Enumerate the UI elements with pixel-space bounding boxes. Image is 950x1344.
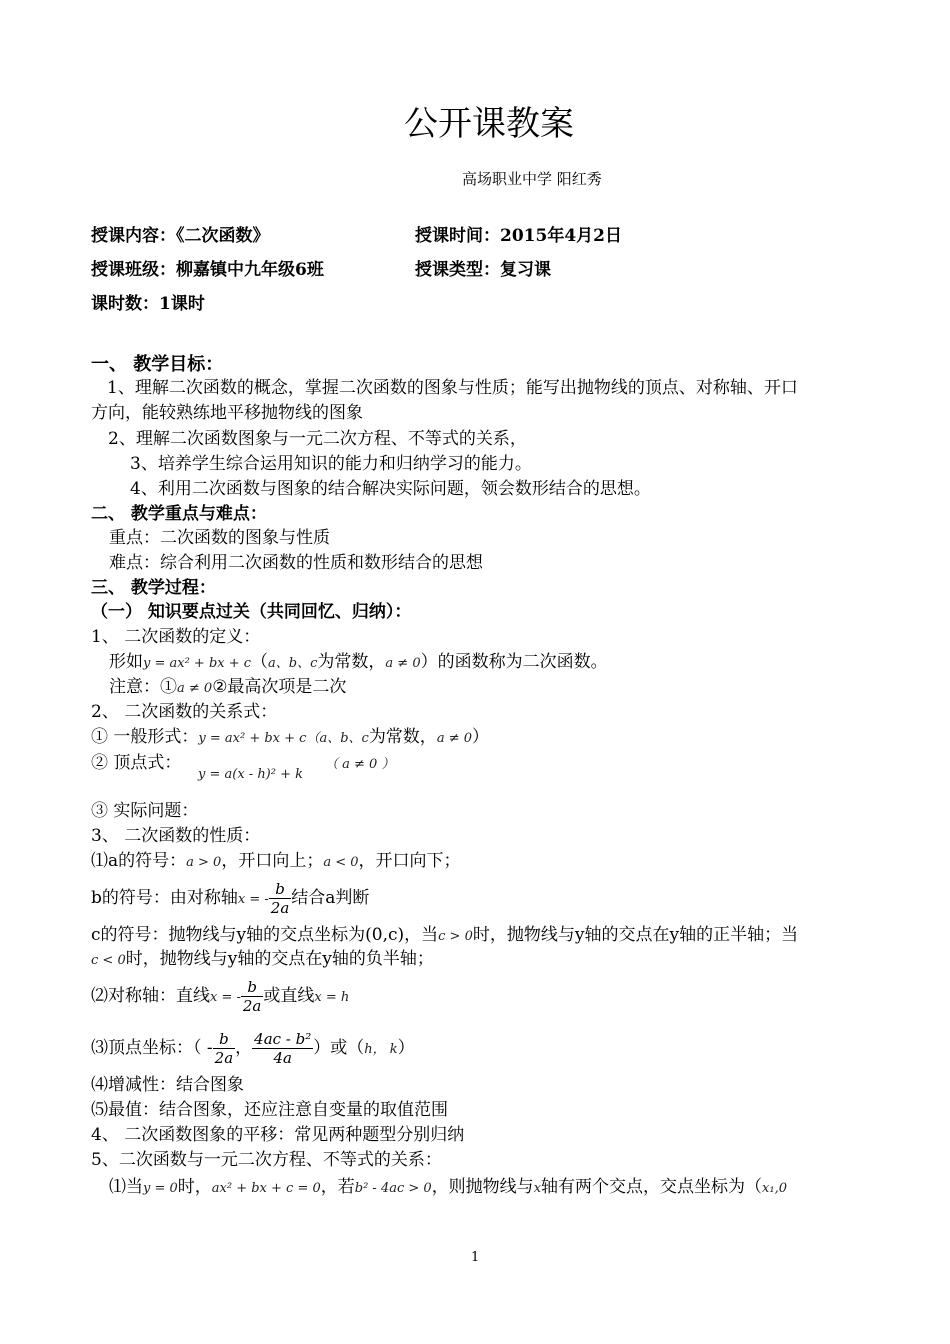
property-a-line xyxy=(91,850,461,874)
general-cond: a ≠ 0 xyxy=(436,731,472,746)
relation-title: 2、 二次函数的关系式： xyxy=(91,702,278,722)
p3-frac1-den: 2a xyxy=(214,1049,234,1067)
goal-item-1: 1、理解二次函数的概念，掌握二次函数的图象与性质；能写出抛物线的顶点、对称轴、开口 xyxy=(107,378,798,398)
info-type: 授课类型：复习课 xyxy=(415,260,551,280)
page-number: 1 xyxy=(471,1250,480,1265)
section3-heading: 三、 教学过程： xyxy=(91,578,216,598)
extremum-line: ⑸最值：结合图象，还应注意自变量的取值范围 xyxy=(91,1100,448,1120)
def-mid: （ xyxy=(251,652,269,672)
def-prefix: 形如 xyxy=(109,652,143,672)
c-line1-end: 时，抛物线与y轴的交点在y轴的正半轴；当 xyxy=(472,925,799,945)
p2-h: x = h xyxy=(314,990,350,1005)
property-title: 3、 二次函数的性质： xyxy=(91,826,261,846)
def-cond: a ≠ 0 xyxy=(385,656,421,671)
page-title: 公开课教案 xyxy=(404,104,574,144)
def-abc: a、b、c xyxy=(268,656,318,671)
goal-item-2: 2、理解二次函数图象与一元二次方程、不等式的关系， xyxy=(108,429,527,449)
p2-prefix: ⑵对称轴：直线 xyxy=(91,986,210,1006)
r1-when: 时， xyxy=(177,1177,212,1197)
p3-fraction-2 xyxy=(252,1030,313,1067)
general-const: 为常数， xyxy=(368,727,437,747)
relation5-title: 5、二次函数与一元二次方程、不等式的关系： xyxy=(91,1150,442,1170)
p3-comma: ， xyxy=(235,1038,253,1058)
axis-of-symmetry-line xyxy=(91,974,349,1020)
note-suffix: ②最高次项是二次 xyxy=(212,677,347,697)
info-content: 授课内容：《二次函数》 xyxy=(91,226,270,246)
definition-title: 1、 二次函数的定义： xyxy=(91,627,261,647)
r1-y: y = 0 xyxy=(143,1181,178,1196)
p3-frac2-num: 4ac - b² xyxy=(254,1030,312,1048)
goal-item-4: 4、利用二次函数与图象的结合解决实际问题，领会数形结合的思想。 xyxy=(130,479,651,499)
relation5-item1 xyxy=(109,1176,787,1200)
p2-frac-num: b xyxy=(241,978,264,997)
info-class: 授课班级：柳嘉镇中九年级6班 xyxy=(91,260,324,280)
b-frac-num: b xyxy=(269,880,292,899)
b-suffix: 结合a判断 xyxy=(291,888,370,908)
note-cond: a ≠ 0 xyxy=(177,681,213,696)
p3-frac2-den: 4a xyxy=(273,1049,292,1067)
p3-or: ）或（ xyxy=(313,1038,365,1058)
general-formula: y = ax² + bx + c xyxy=(198,731,307,746)
section2-heading: 二、 教学重点与难点： xyxy=(91,504,267,524)
property-c-line1 xyxy=(91,924,798,948)
b-x: x = - xyxy=(237,892,269,907)
b-frac-den: 2a xyxy=(270,899,290,917)
p1-up: ，开口向上； xyxy=(221,851,324,871)
r1-disc: b² - 4ac > 0 xyxy=(354,1181,432,1196)
note-line xyxy=(109,676,346,700)
info-hours: 课时数：1课时 xyxy=(91,294,205,314)
p2-fraction xyxy=(241,978,264,1015)
c-line1: c的符号：抛物线与y轴的交点坐标为(0,c)，当 xyxy=(91,925,439,945)
general-abc: （a、b、c xyxy=(306,731,369,746)
general-form-line xyxy=(91,726,489,750)
p2-or: 或直线 xyxy=(263,986,315,1006)
c-pos: c > 0 xyxy=(438,929,473,944)
def-suffix: ）的函数称为二次函数。 xyxy=(420,652,608,672)
p3-close: ） xyxy=(397,1038,415,1058)
vertex-formula: y = a(x - h)² + k xyxy=(198,767,304,782)
info-time: 授课时间：2015年4月2日 xyxy=(415,226,622,246)
b-prefix: b的符号：由对称轴 xyxy=(91,888,238,908)
subsection-1: （一） 知识要点过关（共同回忆、归纳）： xyxy=(91,602,412,622)
difficult-point: 难点：综合利用二次函数的性质和数形结合的思想 xyxy=(109,553,483,573)
p1-down: ，开口向下； xyxy=(358,851,461,871)
translation-line: 4、 二次函数图象的平移：常见两种题型分别归纳 xyxy=(91,1125,465,1145)
def-formula: y = ax² + bx + c xyxy=(143,656,252,671)
b-fraction xyxy=(269,880,292,917)
r1-then: ，则抛物线与 xyxy=(431,1177,534,1197)
definition-line xyxy=(109,651,608,675)
r1-x1: x₁,0 xyxy=(762,1181,787,1196)
c-neg: c < 0 xyxy=(91,953,126,968)
p3-hk: h， k xyxy=(364,1042,398,1057)
r1-if: ，若 xyxy=(320,1177,355,1197)
p1-prefix: ⑴a的符号： xyxy=(91,851,187,871)
p2-frac-den: 2a xyxy=(242,997,262,1015)
general-prefix: ① 一般形式： xyxy=(91,727,199,747)
p3-prefix: ⑶顶点坐标：（ - xyxy=(91,1038,213,1058)
section1-heading: 一、 教学目标： xyxy=(91,354,224,375)
general-close: ） xyxy=(472,727,489,747)
r1-rest: 轴有两个交点，交点坐标为（ xyxy=(541,1177,763,1197)
vertex-form-prefix: ② 顶点式： xyxy=(91,753,182,773)
note-prefix: 注意：① xyxy=(109,677,177,697)
p1-a-pos: a > 0 xyxy=(186,855,222,870)
vertex-cond: （ a ≠ 0 ） xyxy=(325,757,395,772)
key-point: 重点：二次函数的图象与性质 xyxy=(109,528,330,548)
property-b-line xyxy=(91,876,369,922)
vertex-coordinate-line xyxy=(91,1026,415,1072)
p3-frac1-num: b xyxy=(213,1030,236,1049)
goal-item-3: 3、培养学生综合运用知识的能力和归纳学习的能力。 xyxy=(130,454,532,474)
monotonicity-line: ⑷增减性：结合图象 xyxy=(91,1075,244,1095)
author-line: 高场职业中学 阳红秀 xyxy=(462,170,602,188)
actual-problem: ③ 实际问题： xyxy=(91,801,199,821)
r1-eq: ax² + bx + c = 0 xyxy=(211,1181,321,1196)
def-const: 为常数， xyxy=(317,652,386,672)
c-line2-end: 时，抛物线与y轴的交点在y轴的负半轴； xyxy=(125,949,434,969)
p3-fraction-1 xyxy=(213,1030,236,1067)
r1-prefix: ⑴当 xyxy=(109,1177,143,1197)
p1-a-neg: a < 0 xyxy=(323,855,359,870)
property-c-line2 xyxy=(91,948,434,972)
r1-xaxis: x xyxy=(533,1181,542,1196)
goal-item-1-cont: 方向，能较熟练地平移抛物线的图象 xyxy=(91,403,363,423)
p2-x: x = - xyxy=(210,990,241,1005)
